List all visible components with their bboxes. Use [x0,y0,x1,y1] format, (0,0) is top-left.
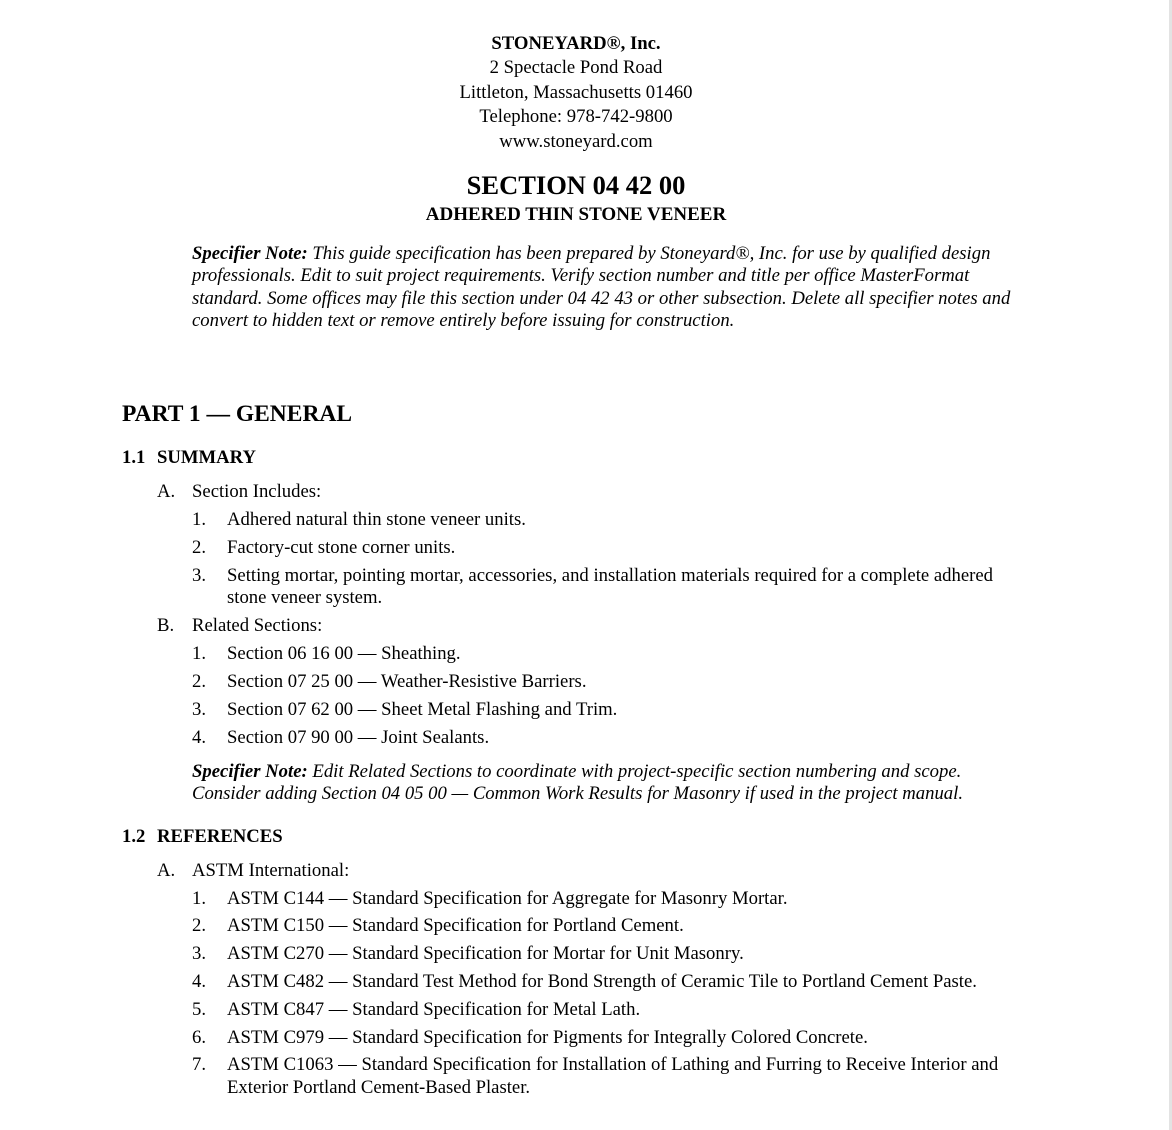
list-item [192,915,1032,937]
paragraph-marker: A. [157,481,176,503]
item-marker: 2. [192,536,207,558]
list-item [192,727,1032,749]
paragraph-marker: B. [157,615,175,637]
document-header [0,31,1152,226]
item-text: ASTM C270 — Standard Specification for Mortar for Unit Masonry. [227,943,744,965]
article-references-heading [122,826,1172,848]
specifier-note-text: Edit Related Sections to coordinate with project-specific section numbering and scope. Consider adding Section 04 05 00 — Common Work Results for Masonry if used in the project manual. [192,761,963,805]
item-text: ASTM C979 — Standard Specification for Pigments for Integrally Colored Concrete. [227,1026,868,1048]
item-marker: 1. [192,509,207,531]
item-text: Section 07 62 00 — Sheet Metal Flashing and Trim. [227,698,618,720]
paragraph-astm [157,860,1172,882]
item-text: Setting mortar, pointing mortar, accessories, and installation materials required for a complete adhered stone veneer system. [227,564,993,609]
list-item [192,1054,1032,1099]
list-item [192,699,1032,721]
specifier-note-text: This guide specification has been prepared by Stoneyard®, Inc. for use by qualified design professionals. Edit to suit project requirements. Verify section number and title per office MasterFormat standard. Some offices may file this section under 04 42 43 or other subsection. Delete all specifier notes and convert to hidden text or remove entirely before issuing for construction. [192,243,1011,331]
paragraph-related-sections [157,615,1172,637]
article-number: 1.2 [122,825,146,847]
list-item [192,537,1032,559]
website-line: www.stoneyard.com [499,130,653,152]
item-text: Section 06 16 00 — Sheathing. [227,643,461,665]
list-item [192,671,1032,693]
list-item [192,888,1032,910]
item-text: Adhered natural thin stone veneer units. [227,509,526,531]
item-text: ASTM C847 — Standard Specification for Metal Lath. [227,998,641,1020]
item-text: Section 07 25 00 — Weather-Resistive Barriers. [227,671,587,693]
item-marker: 3. [192,564,207,586]
item-text: ASTM C1063 — Standard Specification for Installation of Lathing and Furring to Receive Interior and Exterior Portland Cement-Based Plaster. [227,1054,999,1098]
list-item [192,509,1032,531]
item-marker: 5. [192,998,207,1020]
item-marker: 6. [192,1026,207,1048]
specifier-note-label: Specifier Note: [192,761,308,783]
paragraph-section-includes [157,481,1172,503]
item-marker: 4. [192,726,207,748]
part-heading: PART 1 — GENERAL [122,401,353,428]
item-text: ASTM C144 — Standard Specification for Aggregate for Masonry Mortar. [227,887,788,909]
specifier-note-related [192,761,1032,806]
list-item [192,999,1032,1021]
article-number: 1.1 [122,447,146,469]
paragraph-marker: A. [157,859,176,881]
article-title: SUMMARY [157,447,256,469]
item-marker: 1. [192,643,207,665]
paragraph-label: Section Includes: [192,481,322,503]
item-marker: 2. [192,915,207,937]
item-marker: 3. [192,943,207,965]
paragraph-label: ASTM International: [192,859,350,881]
list-item [192,1027,1032,1049]
list-item [192,971,1032,993]
document-page [0,31,1172,1099]
item-marker: 2. [192,671,207,693]
paragraph-label: Related Sections: [192,615,323,637]
telephone-line: Telephone: 978-742-9800 [479,106,673,127]
item-text: ASTM C150 — Standard Specification for Portland Cement. [227,915,684,937]
item-text: ASTM C482 — Standard Test Method for Bond Strength of Ceramic Tile to Portland Cement Paste. [227,971,977,993]
specifier-note-intro [192,243,1032,332]
company-name: STONEYARD®, Inc. [491,33,661,54]
section-title: SECTION 04 42 00 [466,170,686,200]
item-text: Factory-cut stone corner units. [227,536,456,558]
item-text: Section 07 90 00 — Joint Sealants. [227,726,490,748]
list-item [192,565,1032,610]
item-marker: 3. [192,698,207,720]
list-item [192,643,1032,665]
list-item [192,943,1032,965]
item-marker: 4. [192,971,207,993]
item-marker: 1. [192,887,207,909]
address-line: 2 Spectacle Pond Road [489,57,663,78]
section-subtitle: ADHERED THIN STONE VENEER [425,204,727,225]
article-summary-heading [122,447,1172,469]
item-marker: 7. [192,1054,207,1076]
city-state-line: Littleton, Massachusetts 01460 [459,81,693,103]
article-title: REFERENCES [157,825,283,847]
specifier-note-label: Specifier Note: [192,243,308,264]
